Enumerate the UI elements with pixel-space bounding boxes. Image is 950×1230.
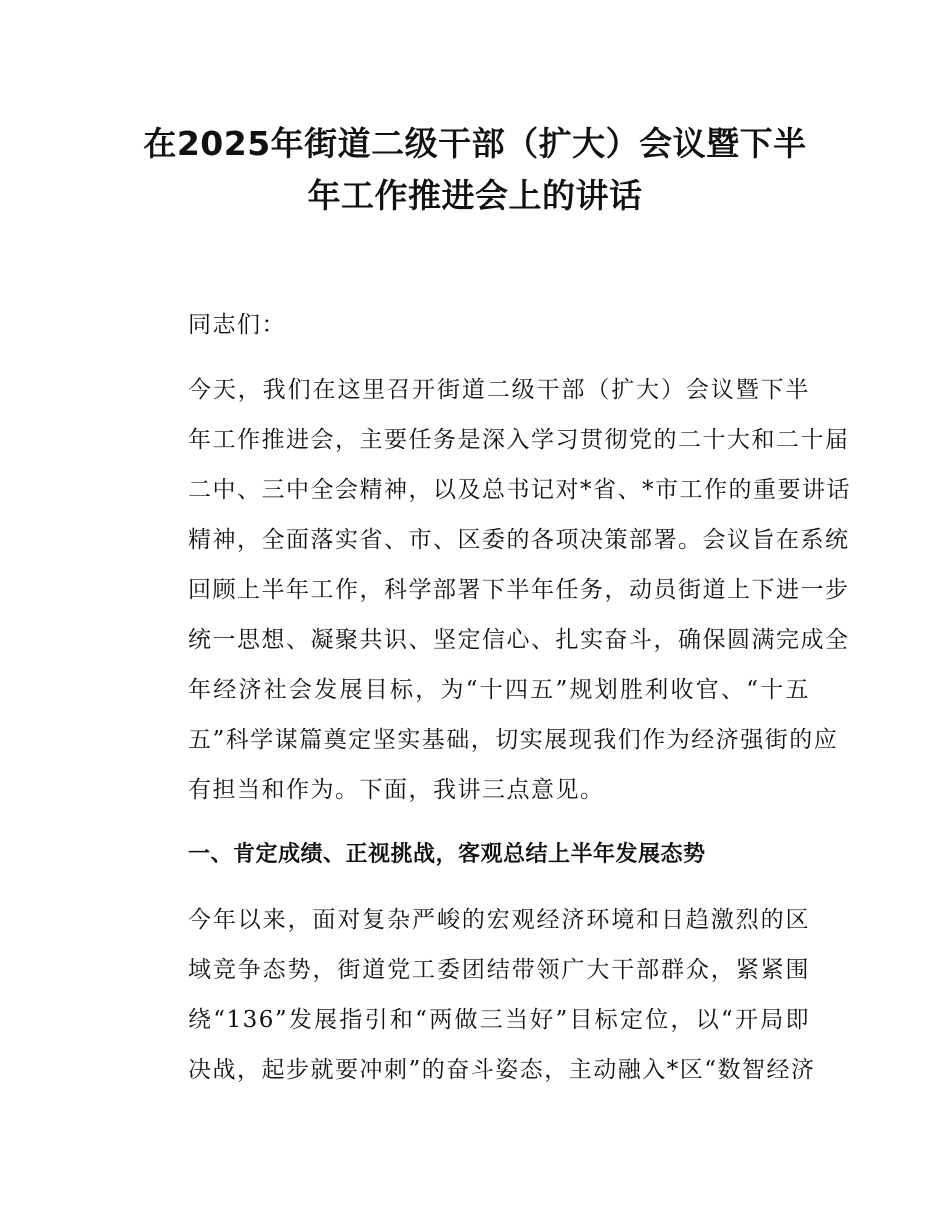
paragraph-line: 二中、三中全会精神，以及总书记对*省、*市工作的重要讲话 xyxy=(188,477,851,503)
paragraph-line: 决战，起步就要冲刺”的奋斗姿态，主动融入*区“数智经济 xyxy=(188,1057,816,1083)
paragraph-line: 回顾上半年工作，科学部署下半年任务，动员街道上下进一步 xyxy=(188,577,850,603)
section-heading-1: 一、肯定成绩、正视挑战，客观总结上半年发展态势 xyxy=(188,842,706,867)
paragraph-line: 域竞争态势，街道党工委团结带领广大干部群众，紧紧围 xyxy=(188,957,810,983)
paragraph-line: 今年以来，面对复杂严峻的宏观经济环境和日趋激烈的区 xyxy=(188,907,810,933)
paragraph-line: 五”科学谋篇奠定坚实基础，切实展现我们作为经济强街的应 xyxy=(188,727,839,753)
salutation xyxy=(142,300,810,350)
paragraph-opening xyxy=(142,365,851,815)
paragraph-line: 年经济社会发展目标，为“十四五”规划胜利收官、“十五 xyxy=(188,677,810,703)
paragraph-line: 年工作推进会，主要任务是深入学习贯彻党的二十大和二十届 xyxy=(188,427,850,453)
title-line-1: 在2025年街道二级干部（扩大）会议暨下半 xyxy=(143,124,807,163)
document-title xyxy=(120,118,830,222)
document-body xyxy=(142,300,851,1110)
paragraph-section-1 xyxy=(142,895,816,1095)
paragraph-line: 统一思想、凝聚共识、坚定信心、扎实奋斗，确保圆满完成全 xyxy=(188,627,850,653)
paragraph-line: 有担当和作为。下面，我讲三点意见。 xyxy=(188,777,605,803)
salutation-text: 同志们： xyxy=(188,312,286,338)
paragraph-line: 今天，我们在这里召开街道二级干部（扩大）会议暨下半 xyxy=(188,377,810,403)
paragraph-line: 绕“136”发展指引和“两做三当好”目标定位，以“开局即 xyxy=(188,1007,810,1033)
title-line-2: 年工作推进会上的讲话 xyxy=(307,176,643,215)
paragraph-line: 精神，全面落实省、市、区委的各项决策部署。会议旨在系统 xyxy=(188,527,850,553)
